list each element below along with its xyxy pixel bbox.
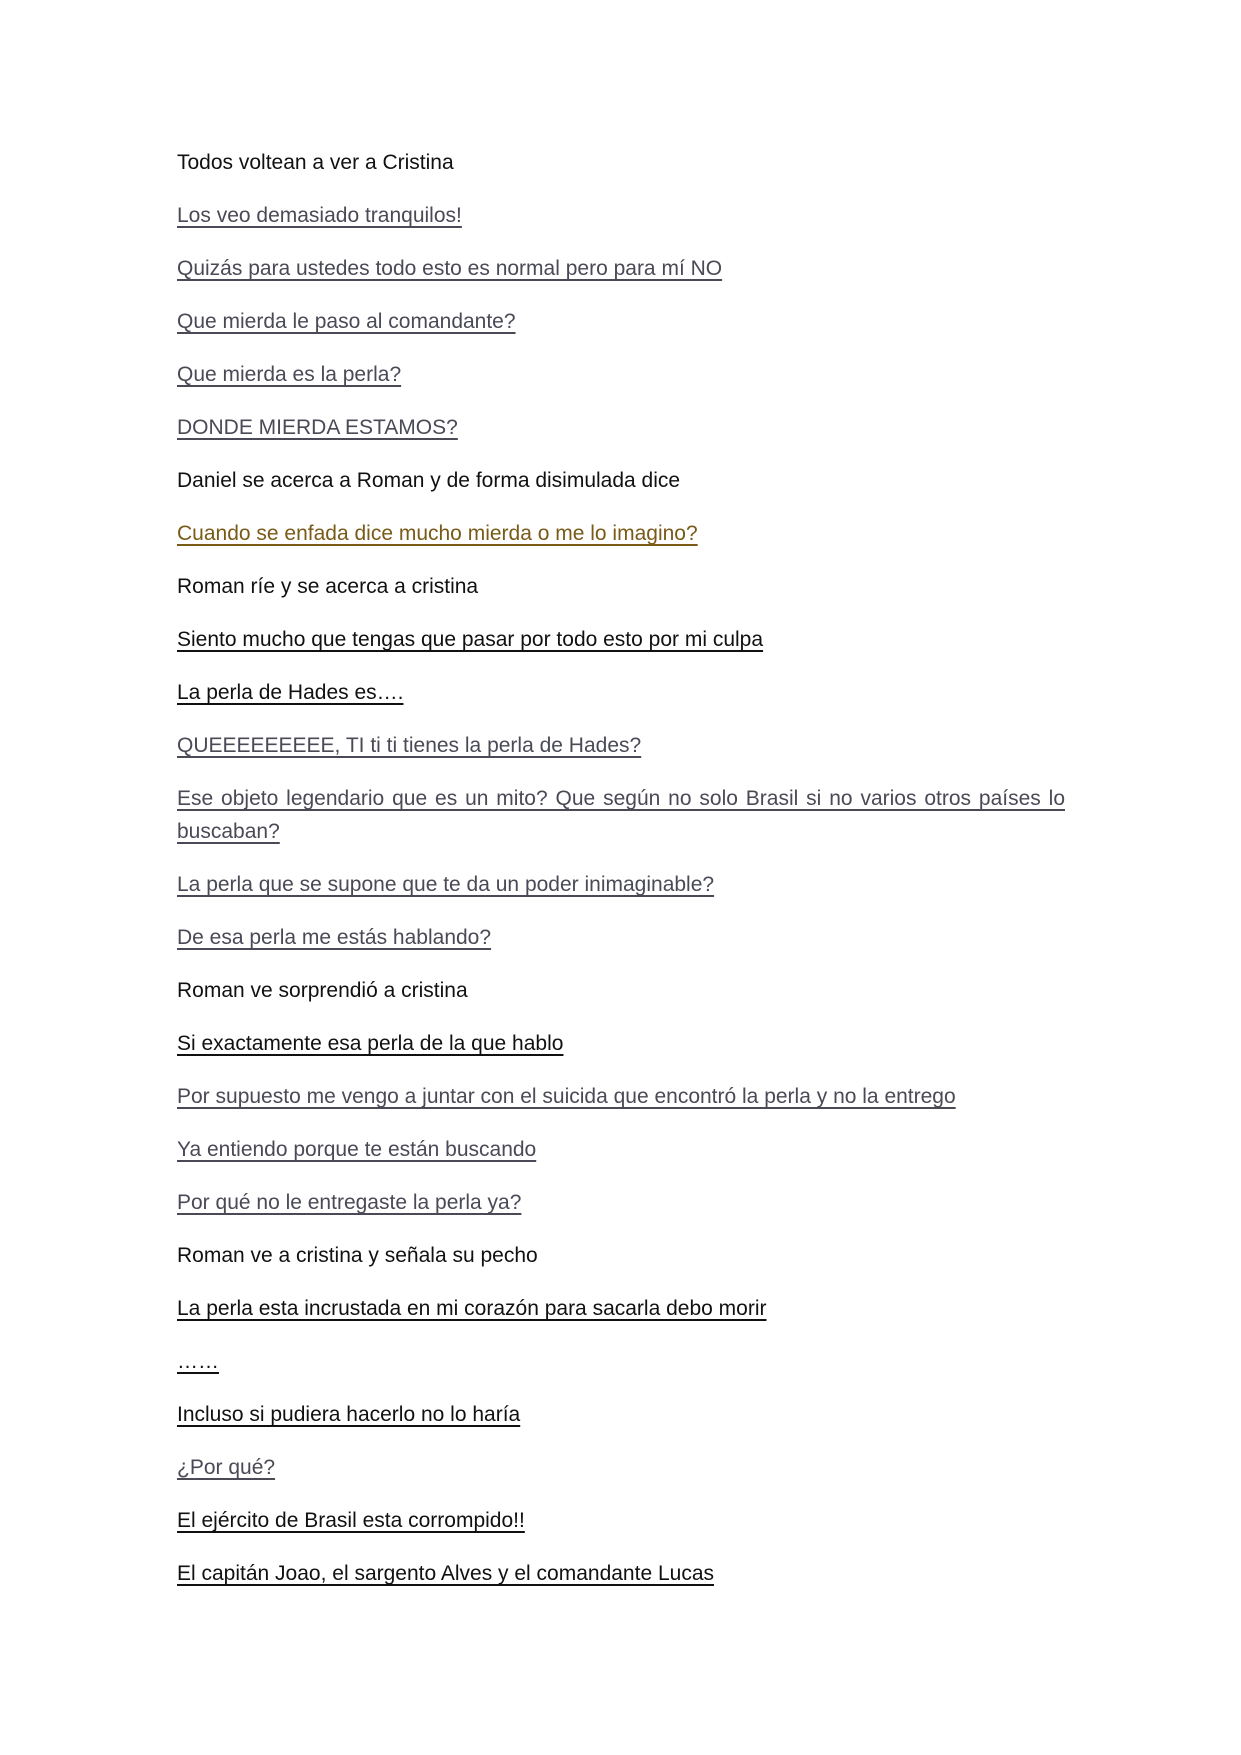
narration-line: Todos voltean a ver a Cristina bbox=[177, 151, 454, 174]
dialogue-line: Por qué no le entregaste la perla ya? bbox=[177, 1191, 522, 1214]
narration-line: Daniel se acerca a Roman y de forma disimulada dice bbox=[177, 469, 681, 492]
dialogue-line: La perla que se supone que te da un poder inimaginable? bbox=[177, 873, 715, 896]
document-body bbox=[177, 146, 1065, 1610]
narration-line: Roman ríe y se acerca a cristina bbox=[177, 575, 479, 598]
dialogue-line: La perla de Hades es…. bbox=[177, 681, 404, 704]
dialogue-line: Ya entiendo porque te están buscando bbox=[177, 1138, 537, 1161]
dialogue-line: ¿Por qué? bbox=[177, 1456, 276, 1479]
dialogue-line: DONDE MIERDA ESTAMOS? bbox=[177, 416, 458, 439]
dialogue-line: El ejército de Brasil esta corrompido!! bbox=[177, 1509, 525, 1532]
dialogue-line: …… bbox=[177, 1350, 219, 1373]
dialogue-line: La perla esta incrustada en mi corazón para sacarla debo morir bbox=[177, 1297, 767, 1320]
dialogue-line: Siento mucho que tengas que pasar por todo esto por mi culpa bbox=[177, 628, 764, 651]
narration-line: Roman ve a cristina y señala su pecho bbox=[177, 1244, 538, 1267]
dialogue-line: Incluso si pudiera hacerlo no lo haría bbox=[177, 1403, 521, 1426]
dialogue-line: Que mierda es la perla? bbox=[177, 363, 402, 386]
dialogue-line: De esa perla me estás hablando? bbox=[177, 926, 492, 949]
dialogue-line: Que mierda le paso al comandante? bbox=[177, 310, 516, 333]
dialogue-line: Cuando se enfada dice mucho mierda o me lo imagino? bbox=[177, 522, 698, 545]
dialogue-line: Quizás para ustedes todo esto es normal pero para mí NO bbox=[177, 257, 723, 280]
dialogue-line: Ese objeto legendario que es un mito? Que según no solo Brasil si no varios otros países lo buscaban? bbox=[177, 787, 1065, 843]
dialogue-line: Si exactamente esa perla de la que hablo bbox=[177, 1032, 564, 1055]
narration-line: Roman ve sorprendió a cristina bbox=[177, 979, 468, 1002]
dialogue-line: Por supuesto me vengo a juntar con el suicida que encontró la perla y no la entrego bbox=[177, 1085, 956, 1108]
dialogue-line: QUEEEEEEEEE, TI ti ti tienes la perla de Hades? bbox=[177, 734, 642, 757]
dialogue-line: El capitán Joao, el sargento Alves y el comandante Lucas bbox=[177, 1562, 714, 1585]
dialogue-line: Los veo demasiado tranquilos! bbox=[177, 204, 462, 227]
